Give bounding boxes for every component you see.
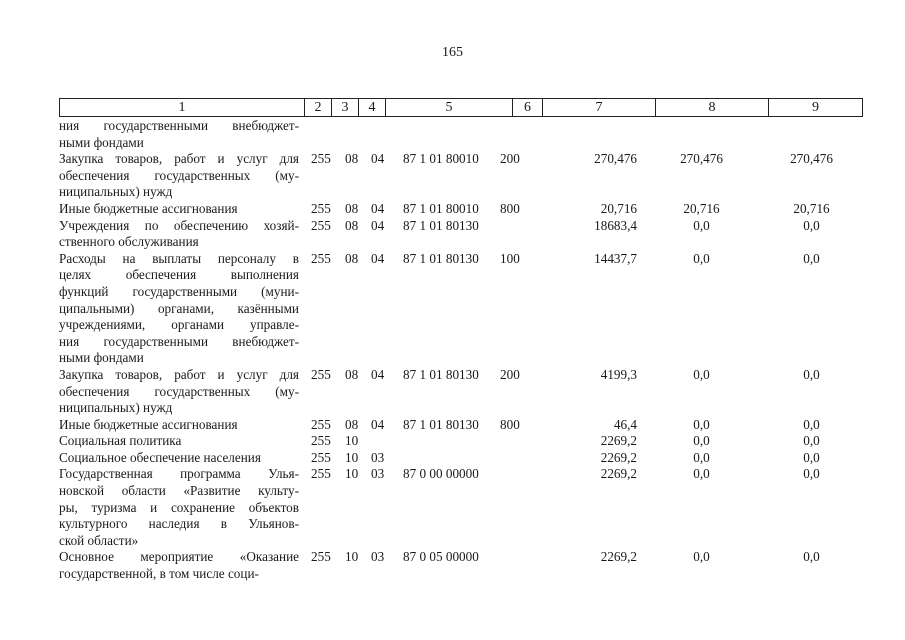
description-line: целях обеспечения выполнения bbox=[59, 267, 299, 283]
row-description bbox=[59, 251, 299, 367]
amount-col7-cell: 4199,3 bbox=[600, 366, 637, 382]
amount-col9-cell: 0,0 bbox=[803, 449, 820, 465]
ministry-code-cell: 255 bbox=[311, 416, 331, 432]
section-code-cell: 10 bbox=[345, 433, 359, 449]
amount-col8-cell: 0,0 bbox=[693, 416, 710, 432]
subsection-code-cell: 04 bbox=[371, 366, 385, 382]
expense-type-cell: 800 bbox=[500, 416, 520, 432]
amount-col7-cell: 270,476 bbox=[594, 151, 637, 167]
page-number: 165 bbox=[442, 45, 463, 60]
row-description bbox=[59, 201, 299, 218]
table-row bbox=[59, 151, 833, 201]
row-description bbox=[59, 466, 299, 549]
table-row bbox=[59, 433, 820, 450]
description-line: обеспечения государственных (му- bbox=[59, 383, 299, 399]
table-row bbox=[59, 449, 820, 467]
table-row bbox=[59, 217, 820, 251]
table-row bbox=[59, 416, 820, 434]
amount-col7-cell: 20,716 bbox=[600, 200, 637, 216]
row-description bbox=[59, 549, 299, 582]
subsection-code-cell: 04 bbox=[371, 217, 385, 233]
ministry-code-cell: 255 bbox=[311, 250, 331, 266]
header-col-1: 1 bbox=[60, 99, 305, 117]
description-line: ния государственными внебюджет- bbox=[59, 118, 299, 133]
target-item-cell: 87 1 01 80010 bbox=[403, 151, 479, 167]
section-code-cell: 10 bbox=[345, 549, 359, 565]
ministry-code-cell: 255 bbox=[311, 433, 331, 449]
header-row bbox=[60, 99, 863, 117]
description-line: новской области «Развитие культу- bbox=[59, 483, 299, 499]
header-col-6: 6 bbox=[513, 99, 543, 117]
ministry-code-cell: 255 bbox=[311, 151, 331, 167]
description-line: ниципальных) нужд bbox=[59, 184, 173, 200]
subsection-code-cell: 04 bbox=[371, 151, 385, 167]
header-col-2: 2 bbox=[305, 99, 332, 117]
amount-col9-cell: 270,476 bbox=[790, 151, 833, 167]
description-line: Иные бюджетные ассигнования bbox=[59, 416, 238, 432]
amount-col7-cell: 2269,2 bbox=[600, 433, 637, 449]
description-line: ры, туризма и сохранение объектов bbox=[59, 499, 299, 515]
ministry-code-cell: 255 bbox=[311, 466, 331, 482]
ministry-code-cell: 255 bbox=[311, 449, 331, 465]
amount-col8-cell: 0,0 bbox=[693, 366, 710, 382]
amount-col8-cell: 20,716 bbox=[683, 200, 720, 216]
row-description bbox=[59, 433, 299, 450]
amount-col7-cell: 46,4 bbox=[613, 416, 637, 432]
amount-col7-cell: 18683,4 bbox=[594, 217, 637, 233]
description-line: Расходы на выплаты персоналу в bbox=[59, 250, 299, 266]
amount-col8-cell: 270,476 bbox=[680, 151, 723, 167]
amount-col7-cell: 14437,7 bbox=[594, 250, 637, 266]
header-col-3: 3 bbox=[332, 99, 359, 117]
amount-col7-cell: 2269,2 bbox=[600, 449, 637, 465]
expense-type-cell: 800 bbox=[500, 200, 520, 216]
target-item-cell: 87 0 05 00000 bbox=[403, 549, 479, 565]
amount-col9-cell: 0,0 bbox=[803, 433, 820, 449]
amount-col8-cell: 0,0 bbox=[693, 466, 710, 482]
row-description bbox=[59, 218, 299, 251]
subsection-code-cell: 04 bbox=[371, 250, 385, 266]
description-line: Социальная политика bbox=[59, 433, 182, 449]
description-line: ниципальных) нужд bbox=[59, 400, 173, 416]
target-item-cell: 87 0 00 00000 bbox=[403, 466, 479, 482]
column-number-header bbox=[59, 98, 863, 117]
expense-type-cell: 100 bbox=[500, 250, 520, 266]
description-line: ственного обслуживания bbox=[59, 234, 199, 250]
table-body bbox=[59, 118, 833, 583]
description-line: Государственная программа Улья- bbox=[59, 466, 299, 482]
subsection-code-cell: 03 bbox=[371, 466, 385, 482]
target-item-cell: 87 1 01 80130 bbox=[403, 416, 479, 432]
ministry-code-cell: 255 bbox=[311, 200, 331, 216]
description-line: Основное мероприятие «Оказание bbox=[59, 549, 299, 565]
description-line: ния государственными внебюджет- bbox=[59, 333, 299, 349]
subsection-code-cell: 04 bbox=[371, 416, 385, 432]
target-item-cell: 87 1 01 80130 bbox=[403, 250, 479, 266]
header-col-8: 8 bbox=[656, 99, 769, 117]
amount-col8-cell: 0,0 bbox=[693, 449, 710, 465]
ministry-code-cell: 255 bbox=[311, 549, 331, 565]
section-code-cell: 08 bbox=[345, 416, 359, 432]
section-code-cell: 08 bbox=[345, 217, 359, 233]
amount-col9-cell: 0,0 bbox=[803, 250, 820, 266]
description-line: Социальное обеспечение населения bbox=[59, 449, 261, 465]
amount-col8-cell: 0,0 bbox=[693, 549, 710, 565]
description-line: Закупка товаров, работ и услуг для bbox=[59, 151, 299, 167]
amount-col7-cell: 2269,2 bbox=[600, 549, 637, 565]
table-row bbox=[59, 250, 820, 367]
description-line: функций государственными (муни- bbox=[59, 283, 299, 299]
subsection-code-cell: 03 bbox=[371, 549, 385, 565]
header-col-9: 9 bbox=[769, 99, 863, 117]
row-description bbox=[59, 417, 299, 434]
amount-col9-cell: 0,0 bbox=[803, 217, 820, 233]
table-row bbox=[59, 366, 820, 417]
description-line: Закупка товаров, работ и услуг для bbox=[59, 366, 299, 382]
description-line: ными фондами bbox=[59, 134, 144, 150]
section-code-cell: 08 bbox=[345, 151, 359, 167]
target-item-cell: 87 1 01 80130 bbox=[403, 217, 479, 233]
section-code-cell: 08 bbox=[345, 200, 359, 216]
description-line: Учреждения по обеспечению хозяй- bbox=[59, 217, 299, 233]
subsection-code-cell: 04 bbox=[371, 200, 385, 216]
section-code-cell: 10 bbox=[345, 449, 359, 465]
amount-col9-cell: 0,0 bbox=[803, 416, 820, 432]
section-code-cell: 10 bbox=[345, 466, 359, 482]
header-col-5: 5 bbox=[386, 99, 513, 117]
description-line: ципальными) органами, казёнными bbox=[59, 300, 299, 316]
subsection-code-cell: 03 bbox=[371, 449, 385, 465]
description-line: культурного наследия в Ульянов- bbox=[59, 516, 299, 532]
header-col-4: 4 bbox=[359, 99, 386, 117]
amount-col9-cell: 0,0 bbox=[803, 549, 820, 565]
amount-col7-cell: 2269,2 bbox=[600, 466, 637, 482]
table-row bbox=[59, 549, 820, 582]
row-description bbox=[59, 367, 299, 417]
section-code-cell: 08 bbox=[345, 250, 359, 266]
row-description bbox=[59, 151, 299, 201]
table-row bbox=[59, 466, 820, 549]
row-description bbox=[59, 450, 299, 467]
header-col-7: 7 bbox=[543, 99, 656, 117]
description-line: Иные бюджетные ассигнования bbox=[59, 200, 238, 216]
description-line: ской области» bbox=[59, 532, 139, 548]
amount-col9-cell: 0,0 bbox=[803, 366, 820, 382]
table-row bbox=[59, 118, 299, 151]
amount-col9-cell: 0,0 bbox=[803, 466, 820, 482]
amount-col8-cell: 0,0 bbox=[693, 217, 710, 233]
target-item-cell: 87 1 01 80010 bbox=[403, 200, 479, 216]
amount-col8-cell: 0,0 bbox=[693, 433, 710, 449]
description-line: учреждениями, органами управле- bbox=[59, 317, 299, 333]
description-line: государственной, в том числе соци- bbox=[59, 566, 259, 582]
expense-type-cell: 200 bbox=[500, 151, 520, 167]
expense-type-cell: 200 bbox=[500, 366, 520, 382]
section-code-cell: 08 bbox=[345, 366, 359, 382]
target-item-cell: 87 1 01 80130 bbox=[403, 366, 479, 382]
amount-col8-cell: 0,0 bbox=[693, 250, 710, 266]
description-line: обеспечения государственных (му- bbox=[59, 167, 299, 183]
description-line: ными фондами bbox=[59, 350, 144, 366]
table-row bbox=[59, 200, 830, 218]
row-description bbox=[59, 118, 299, 151]
amount-col9-cell: 20,716 bbox=[793, 200, 830, 216]
ministry-code-cell: 255 bbox=[311, 217, 331, 233]
ministry-code-cell: 255 bbox=[311, 366, 331, 382]
